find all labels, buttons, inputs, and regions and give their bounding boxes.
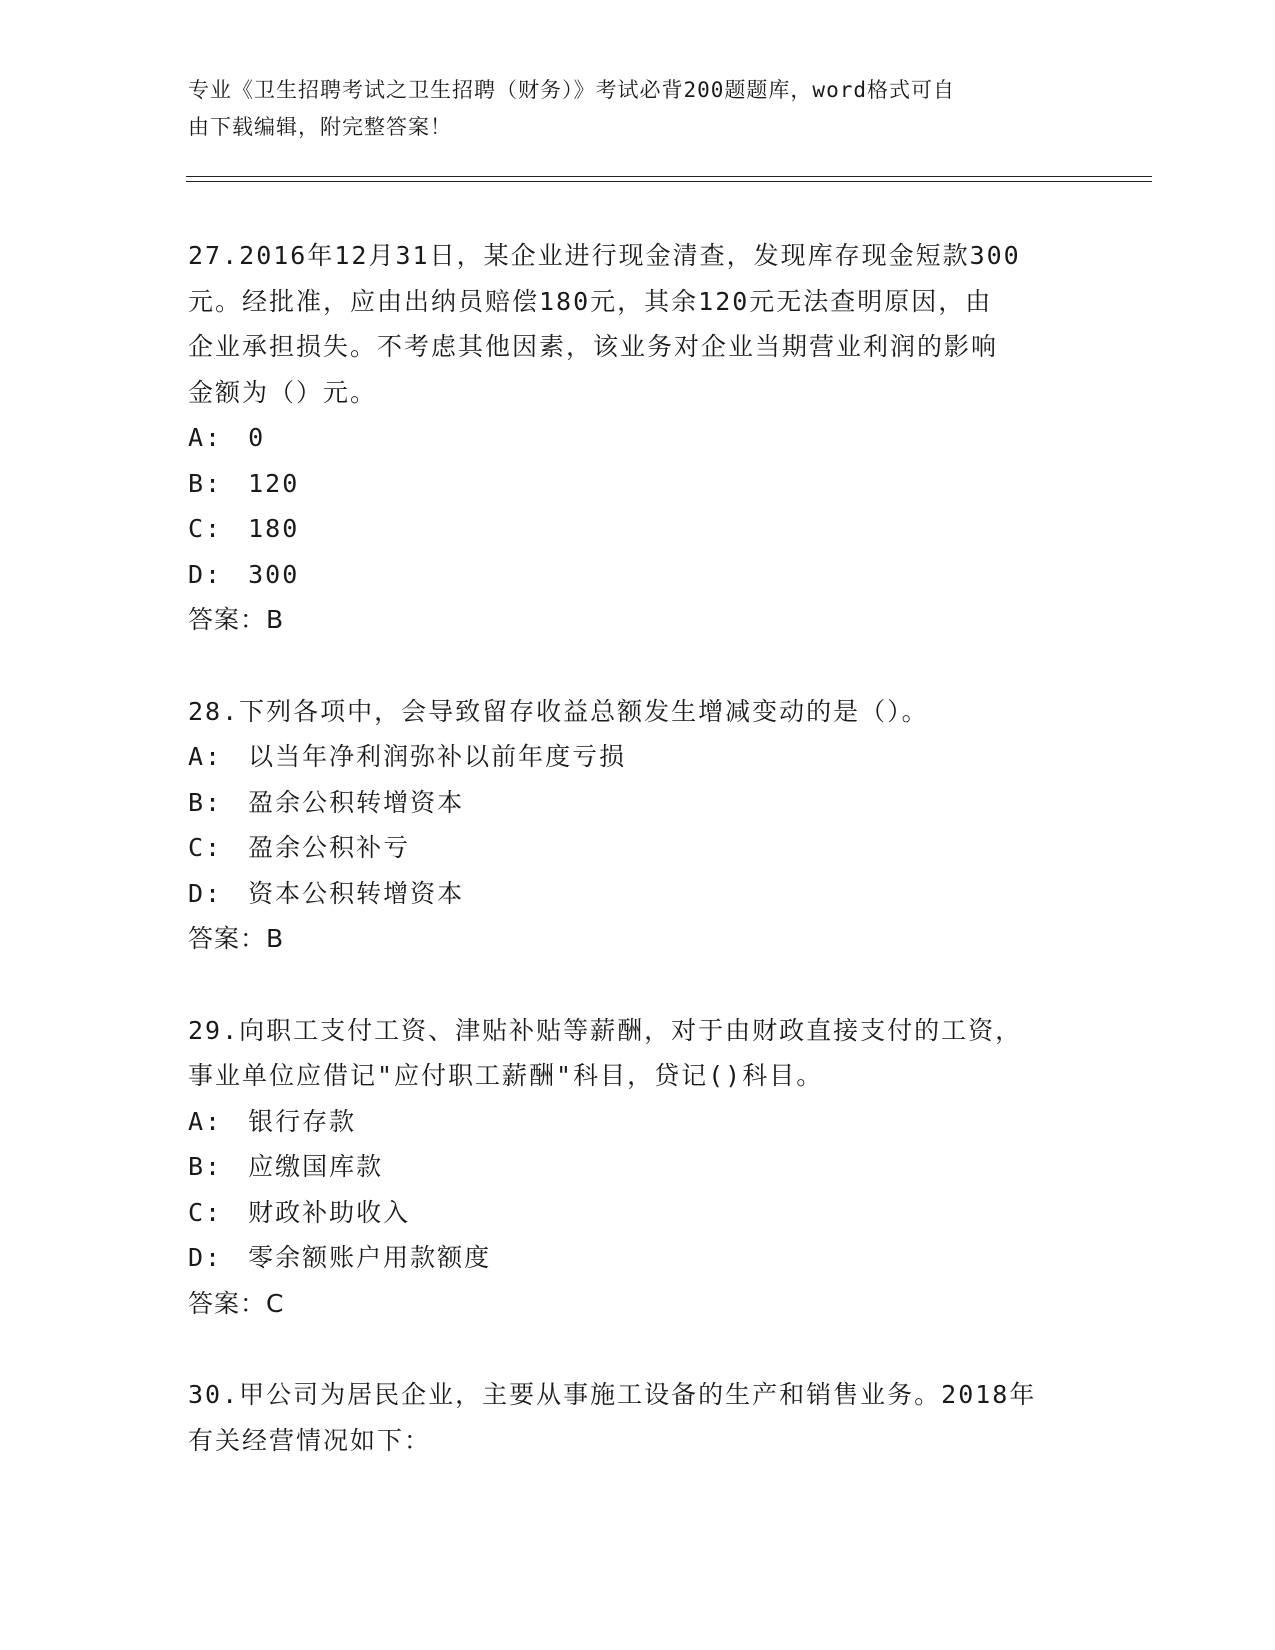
option-d (188, 871, 1088, 917)
option-c (188, 506, 1088, 552)
option-letter: C: (188, 514, 223, 543)
option-text: 银行存款 (248, 1106, 357, 1136)
answer-line: 答案：C (188, 1288, 285, 1318)
option-d (188, 1235, 1088, 1281)
question-text-line: 30.甲公司为居民企业，主要从事施工设备的生产和销售业务。2018年 (188, 1380, 1037, 1409)
option-text: 180 (248, 514, 300, 543)
question-text-line: 27.2016年12月31日，某企业进行现金清查，发现库存现金短款300 (188, 241, 1021, 270)
option-letter: C: (188, 1197, 223, 1227)
question-list (188, 233, 1088, 1509)
option-letter: D: (188, 559, 223, 589)
header-line-1: 专业《卫生招聘考试之卫生招聘（财务）》考试必背200题题库，word格式可自 (188, 78, 955, 102)
option-letter: A: (188, 1106, 223, 1136)
question-text-line: 29.向职工支付工资、津贴补贴等薪酬，对于由财政直接支付的工资， (188, 1015, 1023, 1045)
option-a (188, 1099, 1088, 1145)
option-text: 盈余公积转增资本 (248, 787, 465, 817)
option-b (188, 461, 1088, 507)
answer-line: 答案：B (188, 924, 285, 953)
option-letter: D: (188, 878, 223, 908)
option-letter: C: (188, 833, 223, 862)
header-double-rule (186, 176, 1152, 186)
option-a (188, 734, 1088, 780)
option-text: 盈余公积补亏 (248, 833, 411, 862)
option-d (188, 552, 1088, 598)
rule-line (186, 181, 1152, 182)
option-b (188, 1144, 1088, 1190)
option-text: 0 (248, 423, 266, 452)
option-letter: B: (188, 787, 223, 817)
option-letter: B: (188, 468, 223, 498)
option-a (188, 415, 1088, 461)
document-header (188, 72, 1088, 146)
question-29 (188, 1008, 1088, 1327)
option-text: 零余额账户用款额度 (248, 1243, 492, 1272)
header-line-2: 由下载编辑，附完整答案！ (188, 115, 452, 139)
option-b (188, 780, 1088, 826)
option-letter: A: (188, 742, 223, 771)
option-text: 300 (248, 559, 300, 589)
option-letter: A: (188, 423, 223, 452)
question-30 (188, 1372, 1088, 1463)
answer-line: 答案：B (188, 605, 285, 634)
option-text: 财政补助收入 (248, 1197, 411, 1227)
question-text-line: 企业承担损失。不考虑其他因素，该业务对企业当期营业利润的影响 (188, 332, 999, 361)
question-text-line: 有关经营情况如下： (188, 1425, 432, 1455)
option-text: 资本公积转增资本 (248, 878, 465, 908)
question-text-line: 元。经批准，应由出纳员赔偿180元，其余120元无法查明原因，由 (188, 286, 993, 316)
option-text: 120 (248, 468, 300, 498)
option-c (188, 1190, 1088, 1236)
rule-line (186, 176, 1152, 177)
option-letter: D: (188, 1243, 223, 1272)
question-27 (188, 233, 1088, 643)
question-text-line: 事业单位应借记"应付职工薪酬"科目，贷记()科目。 (188, 1061, 824, 1090)
option-letter: B: (188, 1152, 223, 1181)
option-text: 应缴国库款 (248, 1152, 384, 1181)
option-text: 以当年净利润弥补以前年度亏损 (248, 742, 627, 771)
question-text-line: 金额为（）元。 (188, 377, 378, 407)
option-c (188, 825, 1088, 871)
question-28 (188, 689, 1088, 962)
question-text-line: 28.下列各项中，会导致留存收益总额发生增减变动的是（）。 (188, 696, 929, 726)
